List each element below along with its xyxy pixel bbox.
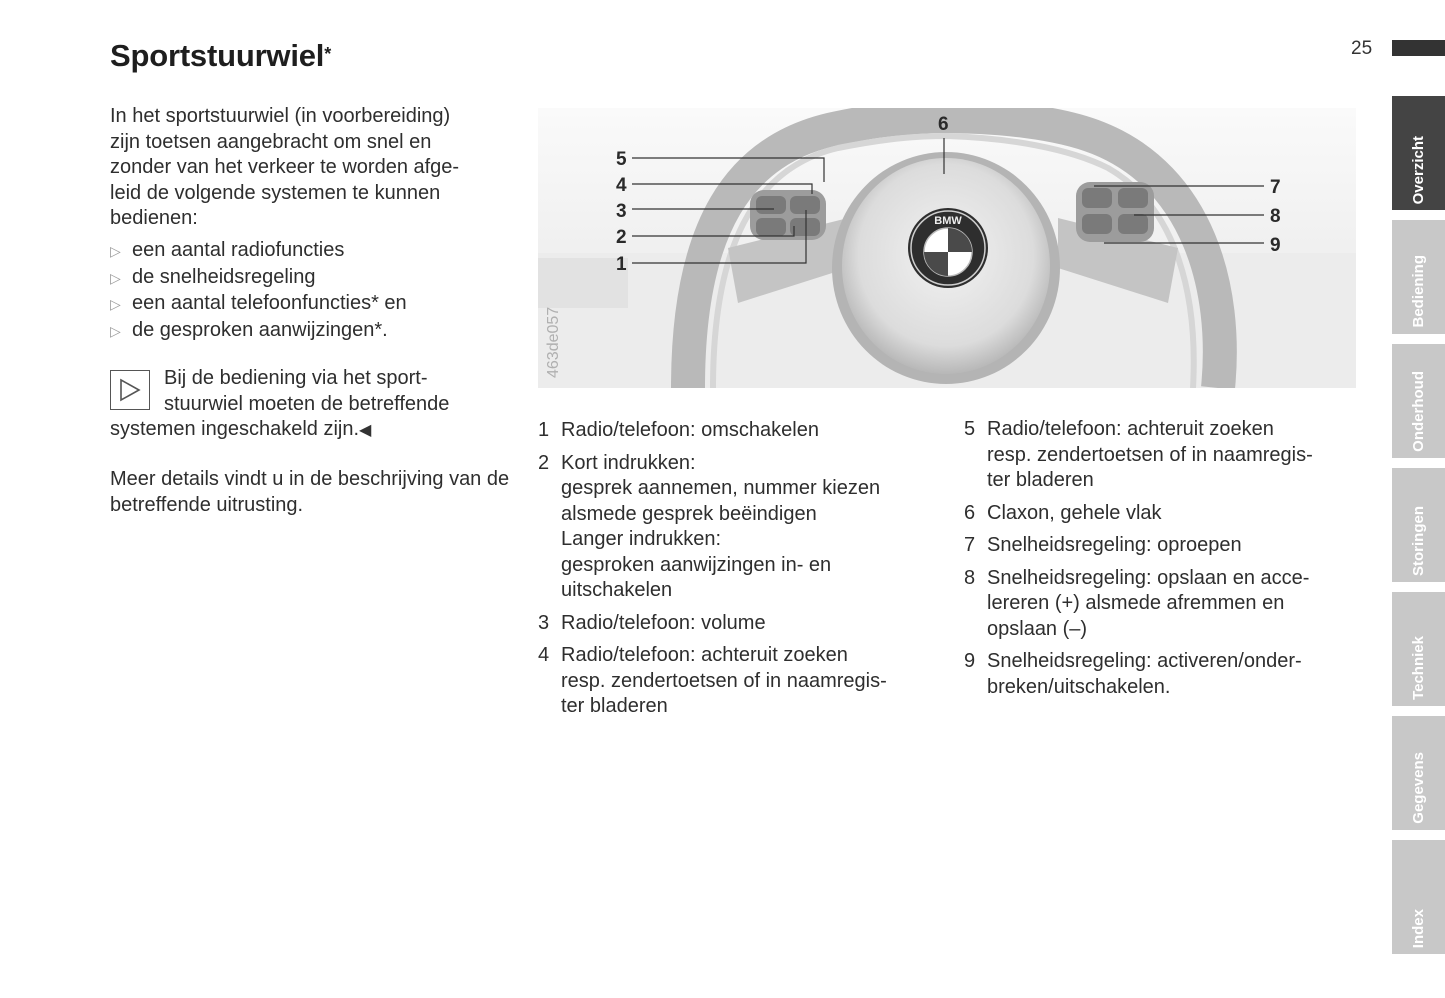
legend-item: 2 Kort indrukken: gesprek aannemen, nummer kiezen alsmede gesprek beëindigen Langer indrukken: gesproken aanwijzingen in- en uitschakelen [538, 451, 881, 601]
legend-item: 7 Snelheidsregeling: oproepen [964, 534, 1242, 556]
list-item: ▷ een aantal telefoonfuncties* en [110, 291, 510, 318]
tab-index[interactable] [1392, 840, 1445, 954]
tab-label: Storingen [1410, 506, 1427, 576]
figure-code: 463de057 [545, 306, 562, 378]
more-details-paragraph: Meer details vindt u in de beschrijving van de betreffende uitrusting. [110, 468, 510, 516]
legend-item: 8 Snelheidsregeling: opslaan en acce- lereren (+) alsmede afremmen en opslaan (–) [964, 566, 1310, 640]
tab-bediening[interactable] [1392, 220, 1445, 334]
intro-paragraph [110, 104, 510, 232]
callout-8: 8 [1270, 206, 1281, 227]
tab-label: Gegevens [1410, 752, 1427, 824]
intro-line: zonder van het verkeer te worden afge- [110, 156, 460, 178]
legend-column-1 [538, 418, 938, 727]
tab-label: Index [1410, 908, 1427, 948]
tab-label: Bediening [1410, 255, 1427, 328]
legend-item: 6 Claxon, gehele vlak [964, 501, 1162, 524]
page-number-bar [1392, 40, 1445, 56]
tab-gegevens[interactable] [1392, 716, 1445, 830]
note-triangle-icon [110, 370, 150, 410]
callout-3: 3 [616, 201, 627, 222]
legend-item: 1 Radio/telefoon: omschakelen [538, 419, 819, 441]
legend-item: 5 Radio/telefoon: achteruit zoeken resp. zendertoetsen of in naamregis- ter bladeren [964, 418, 1313, 491]
callout-4: 4 [616, 175, 627, 196]
triangle-bullet-icon: ▷ [110, 322, 121, 339]
callout-7: 7 [1270, 177, 1281, 198]
page-number: 25 [1351, 38, 1373, 59]
callout-1: 1 [616, 254, 627, 275]
callout-9: 9 [1270, 235, 1281, 256]
title-asterisk: * [324, 44, 332, 64]
legend-column-2 [964, 417, 1374, 707]
end-mark-icon: ◀ [359, 422, 372, 439]
tab-label: Overzicht [1410, 135, 1427, 204]
tab-storingen[interactable] [1392, 468, 1445, 582]
bmw-logo-text: BMW [934, 215, 962, 227]
legend-item: 9 Snelheidsregeling: activeren/onder- breken/uitschakelen. [964, 650, 1302, 698]
tab-label: Techniek [1410, 636, 1427, 700]
list-item: ▷ een aantal radiofuncties [110, 238, 510, 265]
tab-techniek[interactable] [1392, 592, 1445, 706]
intro-line: leid de volgende systemen te kunnen [110, 181, 441, 204]
intro-line: In het sportstuurwiel (in voorbereiding) [110, 105, 451, 127]
tab-onderhoud[interactable] [1392, 344, 1445, 458]
page-title: Sportstuurwiel* [110, 38, 332, 73]
legend-item: 3 Radio/telefoon: volume [538, 611, 766, 634]
triangle-bullet-icon: ▷ [110, 269, 121, 286]
callout-5: 5 [616, 149, 627, 170]
intro-line: bedienen: [110, 207, 198, 229]
list-item: ▷ de snelheidsregeling [110, 265, 510, 292]
tab-label: Onderhoud [1410, 371, 1427, 452]
note-block [110, 366, 510, 444]
tab-overzicht[interactable] [1392, 96, 1445, 210]
note-text: Bij de bediening via het sport- stuurwiel moeten de betreffende systemen ingeschakeld zijn. [110, 367, 450, 440]
triangle-bullet-icon: ▷ [110, 296, 121, 312]
callout-6: 6 [938, 114, 949, 135]
legend-item: 4 Radio/telefoon: achteruit zoeken resp. zendertoetsen of in naamregis- ter bladeren [538, 644, 887, 717]
triangle-bullet-icon: ▷ [110, 243, 121, 259]
list-item: ▷ de gesproken aanwijzingen*. [110, 318, 510, 345]
callout-2: 2 [616, 227, 627, 248]
intro-line: zijn toetsen aangebracht om snel en [110, 130, 432, 153]
steering-wheel-illustration [538, 108, 1356, 388]
bullet-list [110, 238, 510, 344]
steering-wheel-figure [538, 108, 1356, 388]
